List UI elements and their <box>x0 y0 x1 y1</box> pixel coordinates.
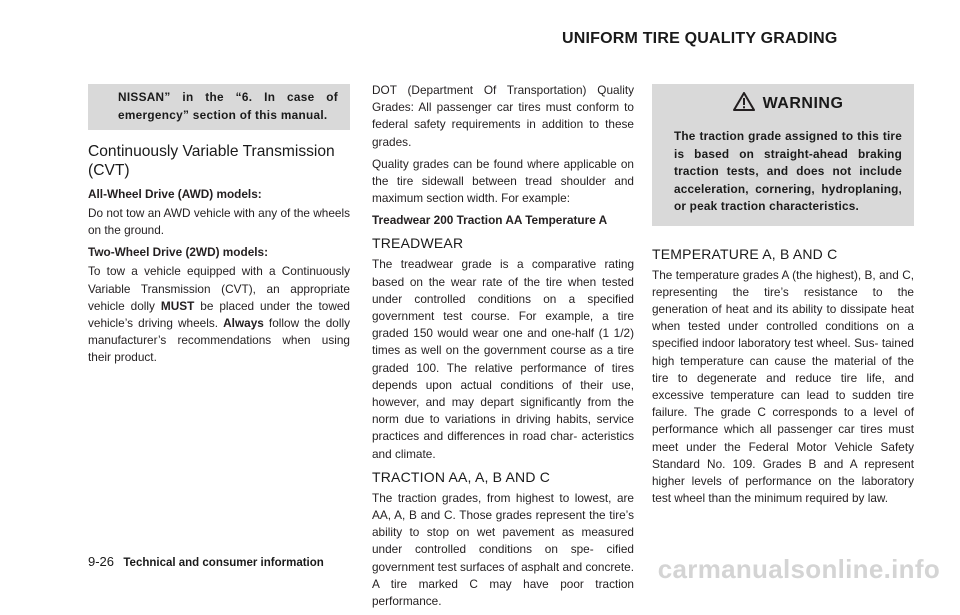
page-number: 9-26 <box>88 554 115 569</box>
twd-text-part-3: follow the dolly manufacturer’s recommendations when using their product. <box>88 316 350 365</box>
twd-text-part-1: To tow a vehicle equipped with a Continuously Variable Transmission (CVT), an appropriate vehicle dolly <box>88 264 350 313</box>
traction-title: TRACTION AA, A, B AND C <box>372 468 551 485</box>
page-header-title: UNIFORM TIRE QUALITY GRADING <box>562 30 838 47</box>
column-1 <box>88 84 350 372</box>
twd-always-emphasis: Always <box>223 316 264 331</box>
twd-text <box>88 263 350 366</box>
column-2 <box>372 82 634 615</box>
treadwear-text: The treadwear grade is a comparative rating based on the wear rate of the tire when tested under controlled conditions on a specified government test course. For example, a tire graded 150 would wear one and one-half (1 1/2) times as well on the government course as a tire graded 100. The relative performance of tires depends upon actual conditions of their use, however, and may depart significantly from the norm due to variations in driving habits, service practices and differences in road char- acteristics and climate. <box>372 257 634 461</box>
twd-must-emphasis: MUST <box>160 298 195 313</box>
continued-note: NISSAN” in the “6. In case of emergency” section of this manual. <box>88 84 350 130</box>
temperature-title: TEMPERATURE A, B AND C <box>652 245 838 262</box>
warning-title: WARNING <box>762 95 844 112</box>
warning-header <box>674 92 902 116</box>
twd-text-part-2: be placed under the towed vehicle’s driving wheels. <box>88 298 350 331</box>
awd-heading: All-Wheel Drive (AWD) models: <box>88 187 262 201</box>
grade-location-text: Quality grades can be found where applicable on the tire sidewall between tread shoulder and maximum section width. For example: <box>372 156 634 206</box>
temperature-text: The temperature grades A (the highest), B, and C, representing the tire’s resistance to the generation of heat and its ability to dissipate heat when tested under controlled conditions on a specified indoor laboratory test wheel. Sus- tained high temperature can cause the material of the tire to degenerate and reduce tire life, and excessive temperature can lead to sudden tire failure. The grade C corresponds to a level of performance which all passenger car tires must meet under the Federal Motor Vehicle Safety Standard No. 109. Grades B and A represent higher levels of performance on the laboratory test wheel than the minimum required by law. <box>652 267 914 506</box>
column-3 <box>652 84 914 512</box>
cvt-section-title: Continuously Variable Transmission (CVT) <box>88 143 335 179</box>
page-footer <box>88 554 324 569</box>
traction-text: The traction grades, from highest to lowest, are AA, A, B and C. Those grades represent the tire’s ability to stop on wet pavement as measured under controlled conditions on spe- cified government test surfaces of asphalt and concrete. A tire marked C may have poor traction performance. <box>372 490 634 609</box>
awd-text: Do not tow an AWD vehicle with any of the wheels on the ground. <box>88 206 350 238</box>
warning-text: The traction grade assigned to this tire is based on straight-ahead braking traction tests, and does not include acceleration, cornering, hydroplaning, or peak traction characteristics. <box>674 129 902 213</box>
twd-heading: Two-Wheel Drive (2WD) models: <box>88 245 269 260</box>
warning-triangle-icon <box>733 92 755 116</box>
watermark-text: carmanualsonline.info <box>657 554 940 584</box>
footer-section-name: Technical and consumer information <box>123 557 324 569</box>
treadwear-title: TREADWEAR <box>372 235 464 252</box>
dot-intro-text: DOT (Department Of Transportation) Quality Grades: All passenger car tires must conform to federal safety requirements in addition to these grades. <box>372 83 634 149</box>
warning-box <box>652 84 914 226</box>
grade-example: Treadwear 200 Traction AA Temperature A <box>372 213 608 228</box>
